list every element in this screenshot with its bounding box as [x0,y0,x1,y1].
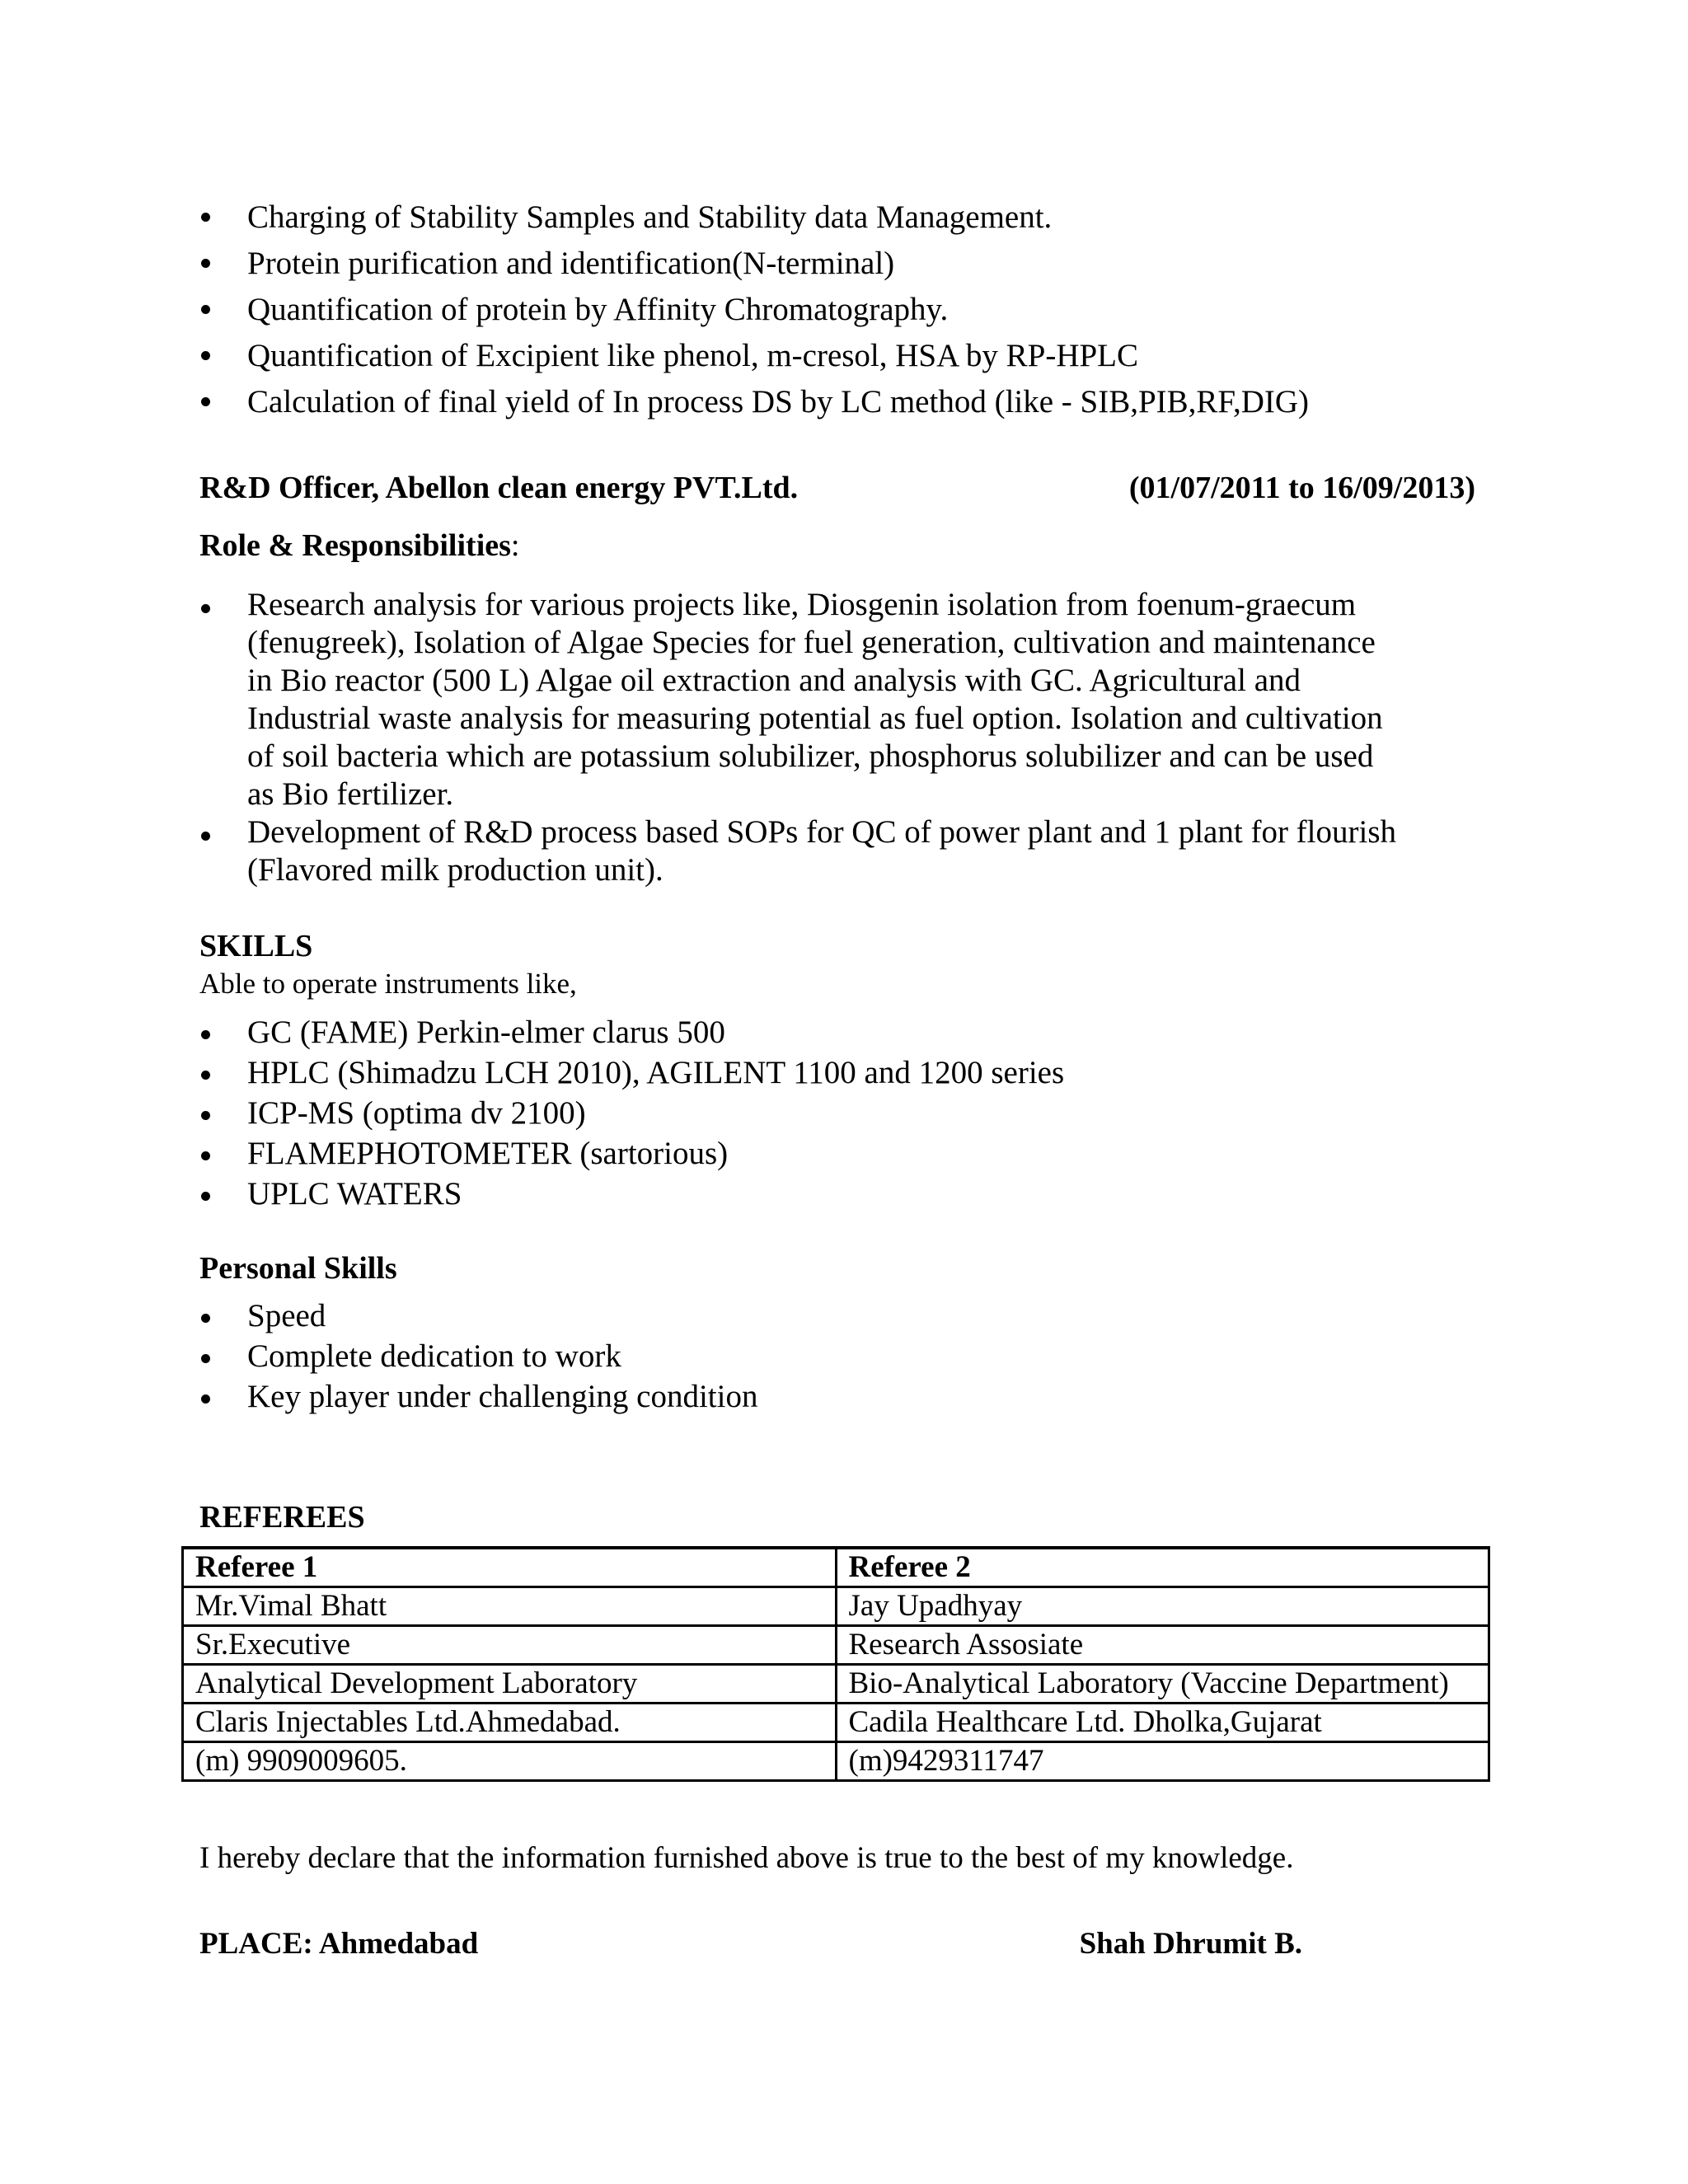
referees-heading: REFEREES [199,1500,365,1535]
top-bullet-list [247,194,1309,425]
list-item: Quantification of Excipient like phenol, m-cresol, HSA by RP-HPLC [247,333,1309,379]
table-cell: Claris Injectables Ltd.Ahmedabad. [183,1704,837,1742]
table-header-row [183,1548,1489,1587]
table-cell: Bio-Analytical Laboratory (Vaccine Department) [836,1665,1489,1704]
list-item: Complete dedication to work [247,1336,757,1376]
responsibility-line: (fenugreek), Isolation of Algae Species for fuel generation, cultivation and maintenance [247,625,1376,660]
personal-skills-list [247,1296,757,1417]
table-cell: Research Assosiate [836,1626,1489,1665]
table-row [183,1742,1489,1781]
declaration: I hereby declare that the information furnished above is true to the best of my knowledge. [199,1841,1294,1875]
table-cell: Sr.Executive [183,1626,837,1665]
list-item: Speed [247,1296,757,1336]
table-cell: Mr.Vimal Bhatt [183,1587,837,1626]
table-cell: Jay Upadhyay [836,1587,1489,1626]
role-heading-text: Role & Responsibilities [199,528,511,563]
list-item: FLAMEPHOTOMETER (sartorious) [247,1133,1064,1174]
signature-row [199,1926,1302,1962]
table-cell: Analytical Development Laboratory [183,1665,837,1704]
table-row [183,1704,1489,1742]
list-item [247,586,1396,813]
table-cell: Cadila Healthcare Ltd. Dholka,Gujarat [836,1704,1489,1742]
list-item: HPLC (Shimadzu LCH 2010), AGILENT 1100 and 1200 series [247,1052,1064,1093]
job-header [199,470,1475,506]
referees-table [181,1546,1490,1782]
table-header-cell: Referee 2 [836,1548,1489,1587]
table-row [183,1665,1489,1704]
list-item: ICP-MS (optima dv 2100) [247,1093,1064,1133]
signature-name: Shah Dhrumit B. [1079,1927,1302,1961]
list-item: Protein purification and identification(N-terminal) [247,241,1309,287]
responsibility-line: as Bio fertilizer. [247,776,454,812]
responsibility-line: of soil bacteria which are potassium solubilizer, phosphorus solubilizer and can be used [247,738,1374,774]
table-header-cell: Referee 1 [183,1548,837,1587]
role-heading-colon: : [510,528,520,563]
responsibility-line: Industrial waste analysis for measuring potential as fuel option. Isolation and cultivation [247,701,1383,736]
list-item: Quantification of protein by Affinity Chromatography. [247,287,1309,333]
table-cell: (m) 9909009605. [183,1742,837,1781]
place-label: PLACE: Ahmedabad [199,1927,479,1961]
skills-list [247,1012,1064,1214]
list-item: Key player under challenging condition [247,1376,757,1417]
list-item [247,813,1396,889]
job-title: R&D Officer, Abellon clean energy PVT.Ltd. [199,471,799,505]
list-item: GC (FAME) Perkin-elmer clarus 500 [247,1012,1064,1052]
job-dates: (01/07/2011 to 16/09/2013) [1128,471,1475,505]
responsibility-line: Research analysis for various projects like, Diosgenin isolation from foenum-graecum [247,587,1357,622]
list-item: Charging of Stability Samples and Stability data Management. [247,194,1309,241]
skills-intro: Able to operate instruments like, [199,968,577,1000]
personal-skills-heading: Personal Skills [199,1251,397,1286]
table-row [183,1587,1489,1626]
role-heading [199,527,519,564]
responsibility-list [247,586,1396,889]
responsibility-line: Development of R&D process based SOPs for QC of power plant and 1 plant for flourish [247,814,1397,850]
table-row [183,1626,1489,1665]
responsibility-line: in Bio reactor (500 L) Algae oil extraction and analysis with GC. Agricultural and [247,663,1301,698]
table-cell: (m)9429311747 [836,1742,1489,1781]
list-item: UPLC WATERS [247,1174,1064,1214]
list-item: Calculation of final yield of In process DS by LC method (like - SIB,PIB,RF,DIG) [247,379,1309,425]
responsibility-line: (Flavored milk production unit). [247,852,663,888]
skills-heading: SKILLS [199,929,313,963]
